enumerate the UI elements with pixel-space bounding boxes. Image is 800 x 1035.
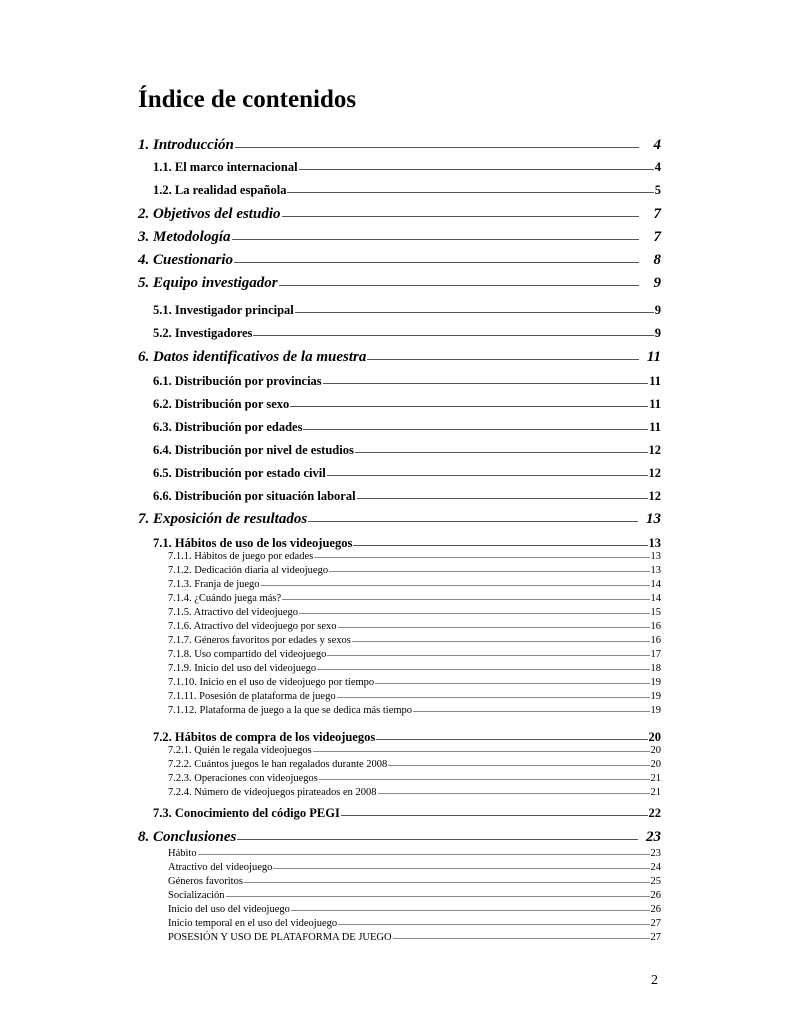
toc-entry-page: 11 (646, 349, 661, 365)
toc-leader-line (393, 938, 650, 939)
toc-entry-page: 7 (653, 229, 661, 245)
toc-leader-line (198, 854, 650, 855)
toc-entry-label: 7.2. Hábitos de compra de los videojuegos (153, 730, 376, 744)
toc-entry-page: 11 (649, 420, 661, 434)
toc-entry[interactable] (168, 932, 661, 945)
toc-entry-page: 15 (650, 607, 661, 618)
toc-entry[interactable] (138, 206, 661, 226)
toc-leader-line (303, 429, 648, 430)
toc-leader-line (376, 739, 647, 740)
toc-entry-page: 16 (650, 635, 661, 646)
toc-entry-page: 5 (654, 183, 661, 197)
toc-leader-line (282, 216, 640, 217)
toc-entry[interactable] (168, 593, 661, 606)
toc-entry-label: 6.4. Distribución por nivel de estudios (153, 443, 354, 457)
toc-entry-label: 2. Objetivos del estudio (138, 206, 281, 222)
toc-leader-line (323, 383, 649, 384)
toc-entry-page: 16 (650, 621, 661, 632)
toc-leader-line (235, 147, 639, 148)
toc-entry[interactable] (168, 649, 661, 662)
toc-entry[interactable] (138, 349, 661, 369)
toc-entry-page: 27 (650, 932, 661, 943)
toc-entry-page: 20 (650, 759, 661, 770)
toc-entry[interactable] (153, 160, 661, 177)
toc-entry-page: 25 (650, 876, 661, 887)
toc-entry-label: 6.5. Distribución por estado civil (153, 466, 326, 480)
toc-entry-page: 12 (648, 443, 661, 457)
toc-entry[interactable] (168, 691, 661, 704)
toc-entry[interactable] (153, 420, 661, 437)
toc-entry-page: 12 (648, 466, 661, 480)
toc-entry-label: 3. Metodología (138, 229, 231, 245)
toc-entry[interactable] (138, 511, 661, 531)
toc-entry[interactable] (168, 787, 661, 800)
toc-entry[interactable] (168, 759, 661, 772)
toc-entry-label: 7.1.2. Dedicación diaria al videojuego (168, 565, 329, 576)
toc-entry[interactable] (168, 745, 661, 758)
toc-leader-line (337, 697, 650, 698)
toc-entry-label: 6.2. Distribución por sexo (153, 397, 290, 411)
toc-entry-label: 4. Cuestionario (138, 252, 234, 268)
toc-entry[interactable] (168, 565, 661, 578)
toc-entry-label: 7.2.1. Quién le regala videojuegos (168, 745, 312, 756)
toc-leader-line (413, 711, 649, 712)
toc-entry[interactable] (168, 579, 661, 592)
toc-entry-label: 5.2. Investigadores (153, 326, 253, 340)
page-number: 2 (651, 973, 658, 988)
toc-leader-line (287, 192, 653, 193)
toc-entry-page: 9 (653, 275, 661, 291)
toc-entry-label: 7.1.1. Hábitos de juego por edades (168, 551, 314, 562)
toc-entry-page: 11 (649, 397, 661, 411)
toc-entry[interactable] (168, 904, 661, 917)
toc-entry[interactable] (153, 374, 661, 391)
toc-entry-page: 18 (650, 663, 661, 674)
toc-entry-label: 7.2.3. Operaciones con videojuegos (168, 773, 318, 784)
toc-entry-page: 14 (650, 593, 661, 604)
toc-entry-page: 20 (650, 745, 661, 756)
toc-entry[interactable] (168, 621, 661, 634)
toc-leader-line (261, 585, 650, 586)
toc-entry[interactable] (153, 183, 661, 200)
toc-entry[interactable] (168, 705, 661, 718)
toc-entry-page: 26 (650, 904, 661, 915)
toc-entry-label: 7. Exposición de resultados (138, 511, 308, 527)
toc-entry-label: 6. Datos identificativos de la muestra (138, 349, 367, 365)
toc-entry-page: 19 (650, 677, 661, 688)
toc-entry-page: 26 (650, 890, 661, 901)
toc-entry-page: 8 (653, 252, 661, 268)
toc-leader-line (291, 910, 650, 911)
toc-leader-line (338, 627, 650, 628)
toc-entry-label: 7.1.8. Uso compartido del videojuego (168, 649, 327, 660)
toc-leader-line (327, 475, 648, 476)
toc-entry-page: 13 (646, 511, 661, 527)
toc-entry-page: 13 (650, 551, 661, 562)
toc-entry-label: 7.1.3. Franja de juego (168, 579, 260, 590)
toc-leader-line (357, 498, 648, 499)
toc-entry[interactable] (138, 252, 661, 272)
toc-entry[interactable] (138, 137, 661, 157)
toc-leader-line (244, 882, 650, 883)
toc-leader-line (299, 613, 649, 614)
toc-leader-line (319, 779, 650, 780)
toc-leader-line (273, 868, 649, 869)
toc-entry-label: 7.1.11. Posesión de plataforma de juego (168, 691, 336, 702)
toc-leader-line (327, 655, 649, 656)
toc-leader-line (282, 599, 649, 600)
toc-entry[interactable] (168, 677, 661, 690)
toc-leader-line (329, 571, 649, 572)
toc-entry-label: Inicio temporal en el uso del videojuego (168, 918, 338, 929)
toc-entry[interactable] (153, 303, 661, 320)
toc-entry[interactable] (168, 848, 661, 861)
toc-entry-label: 7.1.5. Atractivo del videojuego (168, 607, 299, 618)
toc-entry-page: 23 (650, 848, 661, 859)
toc-entry-page: 4 (653, 137, 661, 153)
toc-entry-page: 4 (654, 160, 661, 174)
toc-entry[interactable] (168, 773, 661, 786)
toc-entry-label: 7.1.4. ¿Cuándo juega más? (168, 593, 282, 604)
toc-entry-page: 27 (650, 918, 661, 929)
toc-entry-label: Atractivo del videojuego (168, 862, 273, 873)
toc-entry[interactable] (168, 663, 661, 676)
toc-entry[interactable] (153, 397, 661, 414)
toc-entry-page: 9 (654, 303, 661, 317)
toc-entry-page: 19 (650, 705, 661, 716)
toc-entry-label: 1.2. La realidad española (153, 183, 287, 197)
toc-entry-page: 24 (650, 862, 661, 873)
toc-leader-line (308, 521, 638, 522)
toc-leader-line (279, 285, 639, 286)
toc-entry[interactable] (168, 551, 661, 564)
toc-entry[interactable] (153, 466, 661, 483)
toc-entry-label: 7.2.2. Cuántos juegos le han regalados durante 2008 (168, 759, 388, 770)
toc-entry-label: 7.1.9. Inicio del uso del videojuego (168, 663, 317, 674)
toc-entry-label: 7.3. Conocimiento del código PEGI (153, 806, 340, 820)
toc-entry-label: Inicio del uso del videojuego (168, 904, 290, 915)
toc-entry-label: 1.1. El marco internacional (153, 160, 298, 174)
toc-entry-page: 12 (648, 489, 661, 503)
toc-entry-label: 5. Equipo investigador (138, 275, 278, 291)
toc-entry-page: 19 (650, 691, 661, 702)
toc-leader-line (234, 262, 639, 263)
toc-entry[interactable] (168, 635, 661, 648)
toc-entry-page: 21 (650, 787, 661, 798)
toc-leader-line (338, 924, 649, 925)
toc-entry[interactable] (138, 829, 661, 849)
toc-entry-label: 6.1. Distribución por provincias (153, 374, 322, 388)
toc-entry-page: 17 (650, 649, 661, 660)
toc-leader-line (253, 335, 653, 336)
toc-entry[interactable] (168, 876, 661, 889)
toc-entry-label: 7.1.7. Géneros favoritos por edades y sexos (168, 635, 351, 646)
toc-entry[interactable] (168, 918, 661, 931)
toc-leader-line (352, 641, 650, 642)
toc-entry-label: Hábito (168, 848, 197, 859)
toc-entry-label: POSESIÓN Y USO DE PLATAFORMA DE JUEGO (168, 932, 392, 943)
toc-entry-label: 1. Introducción (138, 137, 234, 153)
toc-entry-page: 13 (650, 565, 661, 576)
toc-leader-line (353, 545, 647, 546)
toc-entry-page: 22 (648, 806, 661, 820)
toc-entry-label: 7.1.6. Atractivo del videojuego por sexo (168, 621, 337, 632)
toc-entry[interactable] (168, 862, 661, 875)
page-title: Índice de contenidos (138, 86, 357, 113)
toc-leader-line (237, 839, 638, 840)
toc-leader-line (388, 765, 649, 766)
toc-leader-line (226, 896, 650, 897)
toc-entry[interactable] (168, 607, 661, 620)
toc-leader-line (355, 452, 648, 453)
toc-entry-page: 14 (650, 579, 661, 590)
toc-entry-page: 9 (654, 326, 661, 340)
toc-entry-label: 5.1. Investigador principal (153, 303, 294, 317)
toc-leader-line (317, 669, 649, 670)
toc-entry-page: 20 (648, 730, 661, 744)
toc-entry[interactable] (168, 890, 661, 903)
toc-entry-page: 23 (646, 829, 661, 845)
toc-leader-line (375, 683, 649, 684)
toc-entry-label: 7.1.10. Inicio en el uso de videojuego por tiempo (168, 677, 375, 688)
toc-entry-label: Géneros favoritos (168, 876, 243, 887)
toc-entry-label: 7.2.4. Número de videojuegos pirateados en 2008 (168, 787, 377, 798)
toc-leader-line (299, 169, 654, 170)
toc-leader-line (341, 815, 648, 816)
toc-entry[interactable] (138, 275, 661, 295)
toc-leader-line (378, 793, 650, 794)
toc-entry[interactable] (153, 806, 661, 823)
toc-entry-label: 8. Conclusiones (138, 829, 237, 845)
toc-entry-label: 7.1.12. Plataforma de juego a la que se dedica más tiempo (168, 705, 413, 716)
toc-leader-line (290, 406, 648, 407)
toc-entry[interactable] (153, 443, 661, 460)
toc-entry[interactable] (138, 229, 661, 249)
toc-leader-line (367, 359, 638, 360)
toc-entry-label: 7.1. Hábitos de uso de los videojuegos (153, 536, 353, 550)
toc-leader-line (313, 751, 650, 752)
toc-leader-line (314, 557, 649, 558)
toc-entry-label: 6.6. Distribución por situación laboral (153, 489, 356, 503)
toc-entry-page: 21 (650, 773, 661, 784)
toc-entry-page: 7 (653, 206, 661, 222)
toc-entry-label: 6.3. Distribución por edades (153, 420, 303, 434)
toc-entry[interactable] (153, 326, 661, 343)
toc-entry[interactable] (153, 489, 661, 506)
toc-entry-page: 11 (649, 374, 661, 388)
toc-entry-label: Socialización (168, 890, 225, 901)
toc-leader-line (232, 239, 640, 240)
toc-leader-line (295, 312, 654, 313)
toc-entry-page: 13 (648, 536, 661, 550)
